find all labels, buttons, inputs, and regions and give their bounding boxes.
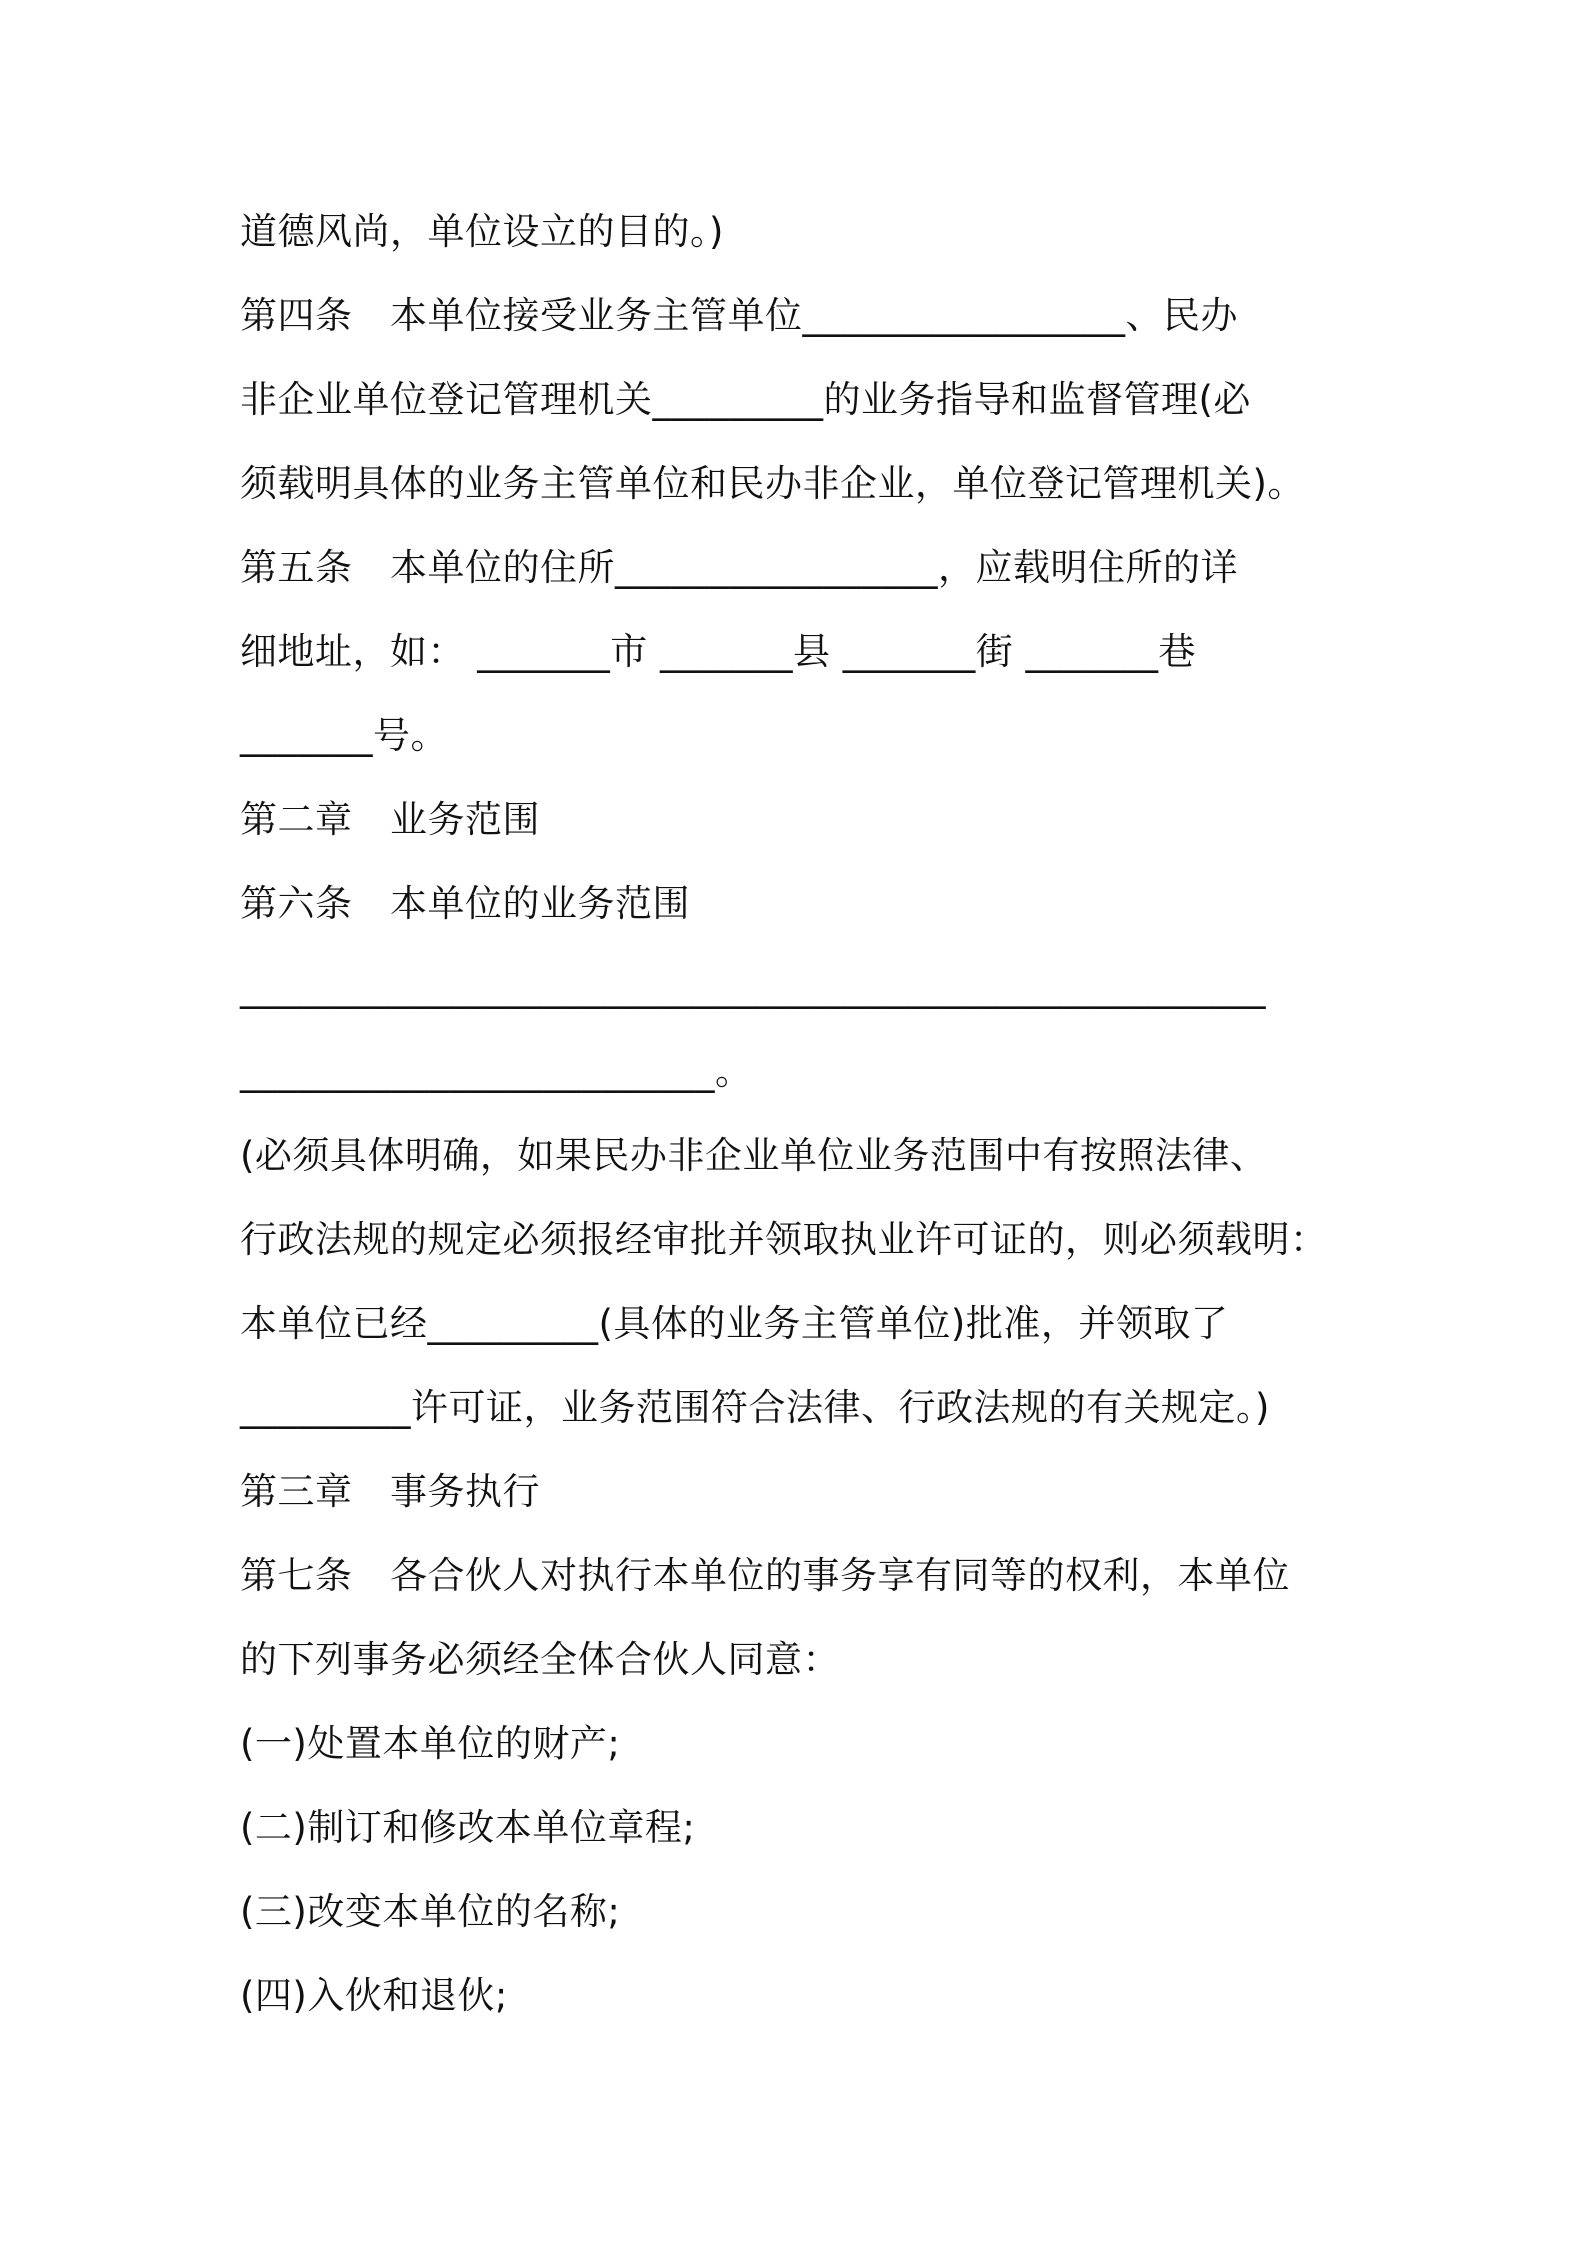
list-item-2: (二)制订和修改本单位章程; xyxy=(240,1806,696,1849)
article-6-blank-line-2: _________________________。 xyxy=(240,1050,753,1093)
article-6-line-1: 第六条 本单位的业务范围 xyxy=(240,882,690,925)
note-line-4: _________许可证，业务范围符合法律、行政法规的有关规定。) xyxy=(240,1386,1270,1429)
article-7-line-2: 的下列事务必须经全体合伙人同意： xyxy=(240,1638,840,1681)
list-item-4: (四)入伙和退伙; xyxy=(240,1974,508,2017)
text-line: 道德风尚，单位设立的目的。) xyxy=(240,210,724,253)
chapter-3-heading: 第三章 事务执行 xyxy=(240,1470,540,1513)
article-7-line-1: 第七条 各合伙人对执行本单位的事务享有同等的权利，本单位 xyxy=(240,1554,1290,1597)
article-4-line-1: 第四条 本单位接受业务主管单位_________________、民办 xyxy=(240,294,1238,337)
article-5-line-3: _______号。 xyxy=(240,714,448,757)
article-6-blank-line-1: ______________________________________________________ xyxy=(240,966,1266,1009)
note-line-1: (必须具体明确，如果民办非企业单位业务范围中有按照法律、 xyxy=(240,1134,1268,1177)
list-item-3: (三)改变本单位的名称; xyxy=(240,1890,621,1933)
article-4-line-2: 非企业单位登记管理机关_________的业务指导和监督管理(必 xyxy=(240,378,1251,421)
chapter-2-heading: 第二章 业务范围 xyxy=(240,798,540,841)
article-5-line-1: 第五条 本单位的住所_________________，应载明住所的详 xyxy=(240,546,1238,589)
article-5-line-2: 细地址，如： _______市 _______县 _______街 _______巷 xyxy=(240,630,1197,673)
list-item-1: (一)处置本单位的财产; xyxy=(240,1722,621,1765)
document-body xyxy=(240,190,1370,2038)
note-line-2: 行政法规的规定必须报经审批并领取执业许可证的，则必须载明： xyxy=(240,1218,1328,1261)
note-line-3: 本单位已经_________(具体的业务主管单位)批准，并领取了 xyxy=(240,1302,1229,1345)
article-4-line-3: 须载明具体的业务主管单位和民办非企业，单位登记管理机关)。 xyxy=(240,462,1305,505)
